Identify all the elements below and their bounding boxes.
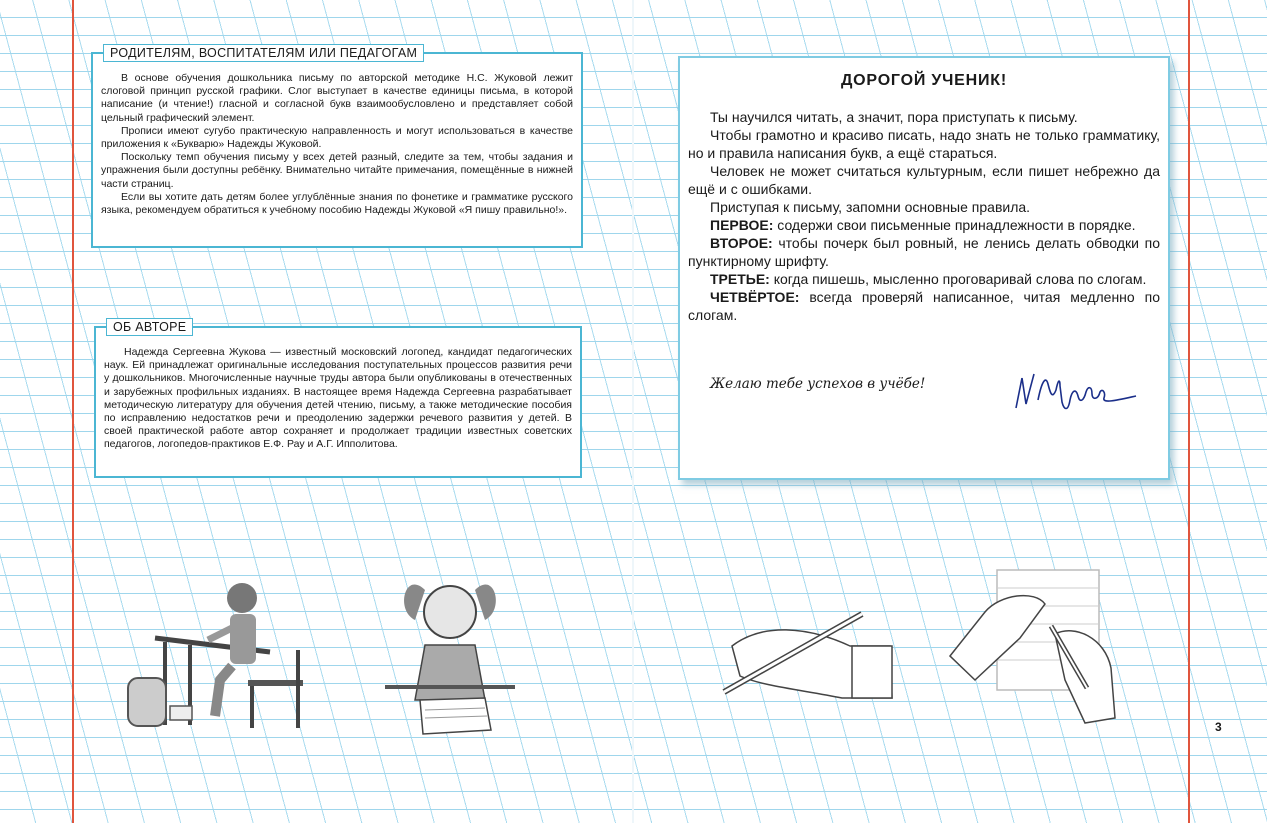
dear-student-letter (678, 56, 1170, 480)
parents-note-box (91, 46, 583, 248)
girl-writing-illustration (385, 570, 515, 738)
letter-paragraph: Приступая к письму, запомни основные правила. (710, 199, 1031, 215)
letter-wish: Желаю тебе успехов в учёбе! (710, 376, 926, 392)
hand-holding-pen-illustration (712, 608, 897, 703)
parents-note-paragraph: Прописи имеют сугубо практическую направленность и могут использоваться в качестве приложения к «Букварю» Надежды Жуковой. (101, 124, 573, 151)
boy-at-desk-illustration (120, 570, 310, 735)
author-box-label: ОБ АВТОРЕ (106, 318, 193, 336)
hands-with-paper-illustration (945, 568, 1125, 728)
letter-paragraph: Ты научился читать, а значит, пора приступать к письму. (710, 109, 1078, 125)
author-paragraph: Надежда Сергеевна Жукова — известный московский логопед, кандидат педагогических наук. Ей принадлежат оригинальные исследования поступательных процессов развития речи у дошкольников. Многочисленные научные труды автора были опубликованы в отечественных и зарубежных профильных изданиях. В настоящее время Надежда Сергеевна разрабатывает методическую литературу для обучения детей чтению, письму, а также методические пособия по исправлению недостатков речи и преодолению задержки речевого развития у детей. В своей практической работе автор сохраняет и продолжает традиции известных советских педагогов, логопедов-практиков Е.Ф. Рау и А.Г. Ипполитова. (104, 346, 572, 451)
page-number: 3 (1215, 720, 1222, 734)
parents-note-paragraph: Поскольку темп обучения письму у всех детей разный, следите за тем, чтобы задания и упражнения были доступны ребёнку. Внимательно читайте примечания, помещённые в нижней части страниц. (101, 151, 573, 190)
author-signature (1008, 360, 1148, 420)
right-margin-line (1188, 0, 1190, 823)
letter-paragraph: Человек не может считаться культурным, если пишет небрежно да ещё и с ошибками. (688, 163, 1160, 197)
parents-note-paragraph: В основе обучения дошкольника письму по авторской методике Н.С. Жуковой лежит слоговой принцип русской графики. Слог выступает в качестве единицы письма, в которой написание (и чтение!) гласной и согласной букв взаимообусловлено и представляет собой цельный графический элемент. (101, 72, 573, 124)
book-spine (632, 0, 634, 823)
parents-note-paragraph: Если вы хотите дать детям более углублённые знания по фонетике и грамматике русского языка, рекомендуем обратиться к учебному пособию Надежды Жуковой «Я пишу правильно!». (101, 190, 573, 217)
rule-first: ПЕРВОЕ: содержи свои письменные принадлежности в порядке. (710, 217, 1136, 233)
rule-fourth: ЧЕТВЁРТОЕ: всегда проверяй написанное, читая медленно по слогам. (688, 289, 1160, 323)
left-margin-line (72, 0, 74, 823)
parents-note-label: РОДИТЕЛЯМ, ВОСПИТАТЕЛЯМ ИЛИ ПЕДАГОГАМ (103, 44, 424, 62)
letter-title: ДОРОГОЙ УЧЕНИК! (840, 72, 1007, 89)
letter-paragraph: Чтобы грамотно и красиво писать, надо знать не только грамматику, но и правила написания букв, а ещё стараться. (688, 127, 1160, 161)
rule-third: ТРЕТЬЕ: когда пишешь, мысленно проговаривай слова по слогам. (710, 271, 1147, 287)
author-box (94, 320, 582, 478)
rule-second: ВТОРОЕ: чтобы почерк был ровный, не ленись делать обводки по пунктирному шрифту. (688, 235, 1160, 269)
